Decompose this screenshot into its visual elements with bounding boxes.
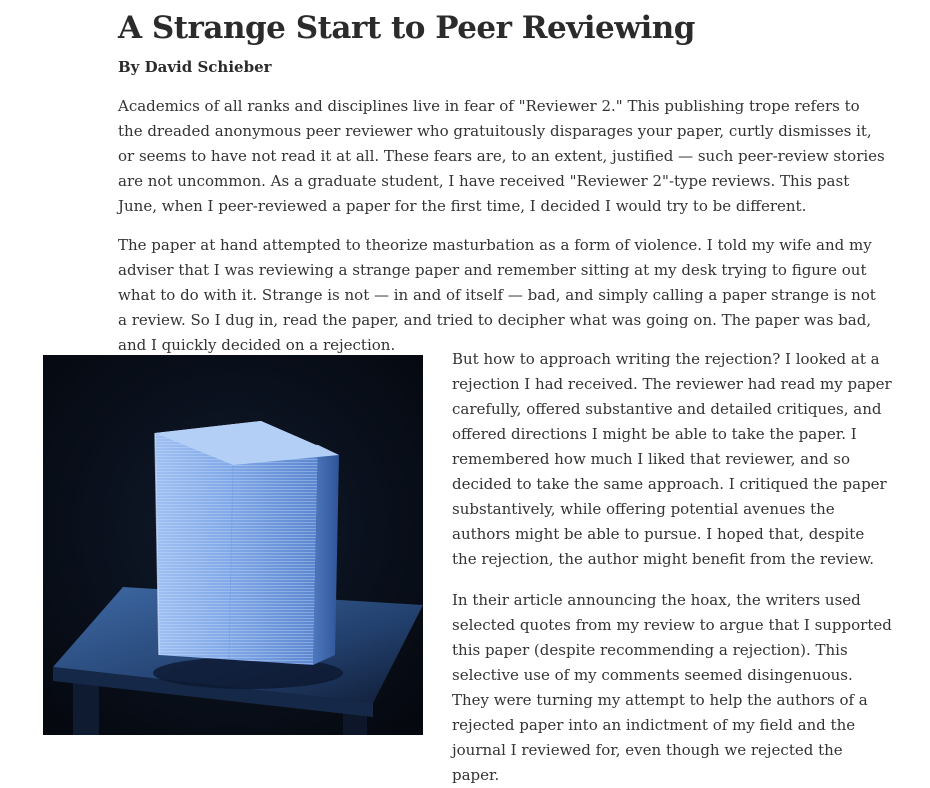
article-title: A Strange Start to Peer Reviewing — [118, 10, 695, 46]
article-paragraph-3: But how to approach writing the rejection? I looked at a rejection I had received. The reviewer had read my paper carefully, offered substantive and detailed critiques, and offered directions I might be able to take the paper. I remembered how much I liked that reviewer, and so decided to take the same approach. I critiqued the paper substantively, while offering potential avenues the authors might be able to pursue. I hoped that, despite the rejection, the author might benefit from the review. — [452, 350, 892, 568]
article-byline: By David Schieber — [118, 58, 272, 76]
article-paragraph-1: Academics of all ranks and disciplines live in fear of "Reviewer 2." This publishing trope refers to the dreaded anonymous peer reviewer who gratuitously disparages your paper, curtly dismisses it, or seems to have not read it at all. These fears are, to an extent, justified — such peer-review stories are not uncommon. As a graduate student, I have received "Reviewer 2"-type reviews. This past June, when I peer-reviewed a paper for the first time, I decided I would try to be different. — [118, 97, 885, 215]
article-paragraph-2: The paper at hand attempted to theorize masturbation as a form of violence. I told my wife and my adviser that I was reviewing a strange paper and remember sitting at my desk trying to figure out what to do with it. Strange is not — in and of itself — bad, and simply calling a paper strange is not a review. So I dug in, read the paper, and tried to decipher what was going on. The paper was bad, and I quickly decided on a rejection. — [118, 236, 876, 354]
article-paragraph-4: In their article announcing the hoax, the writers used selected quotes from my review to argue that I supported this paper (despite recommending a rejection). This selective use of my comments seemed disingenuous. They were turning my attempt to help the authors of a rejected paper into an indictment of my field and the journal I reviewed for, even though we rejected the paper. — [452, 591, 892, 784]
paper-stack-photo — [43, 355, 423, 735]
paper-stack-illustration — [43, 355, 423, 735]
